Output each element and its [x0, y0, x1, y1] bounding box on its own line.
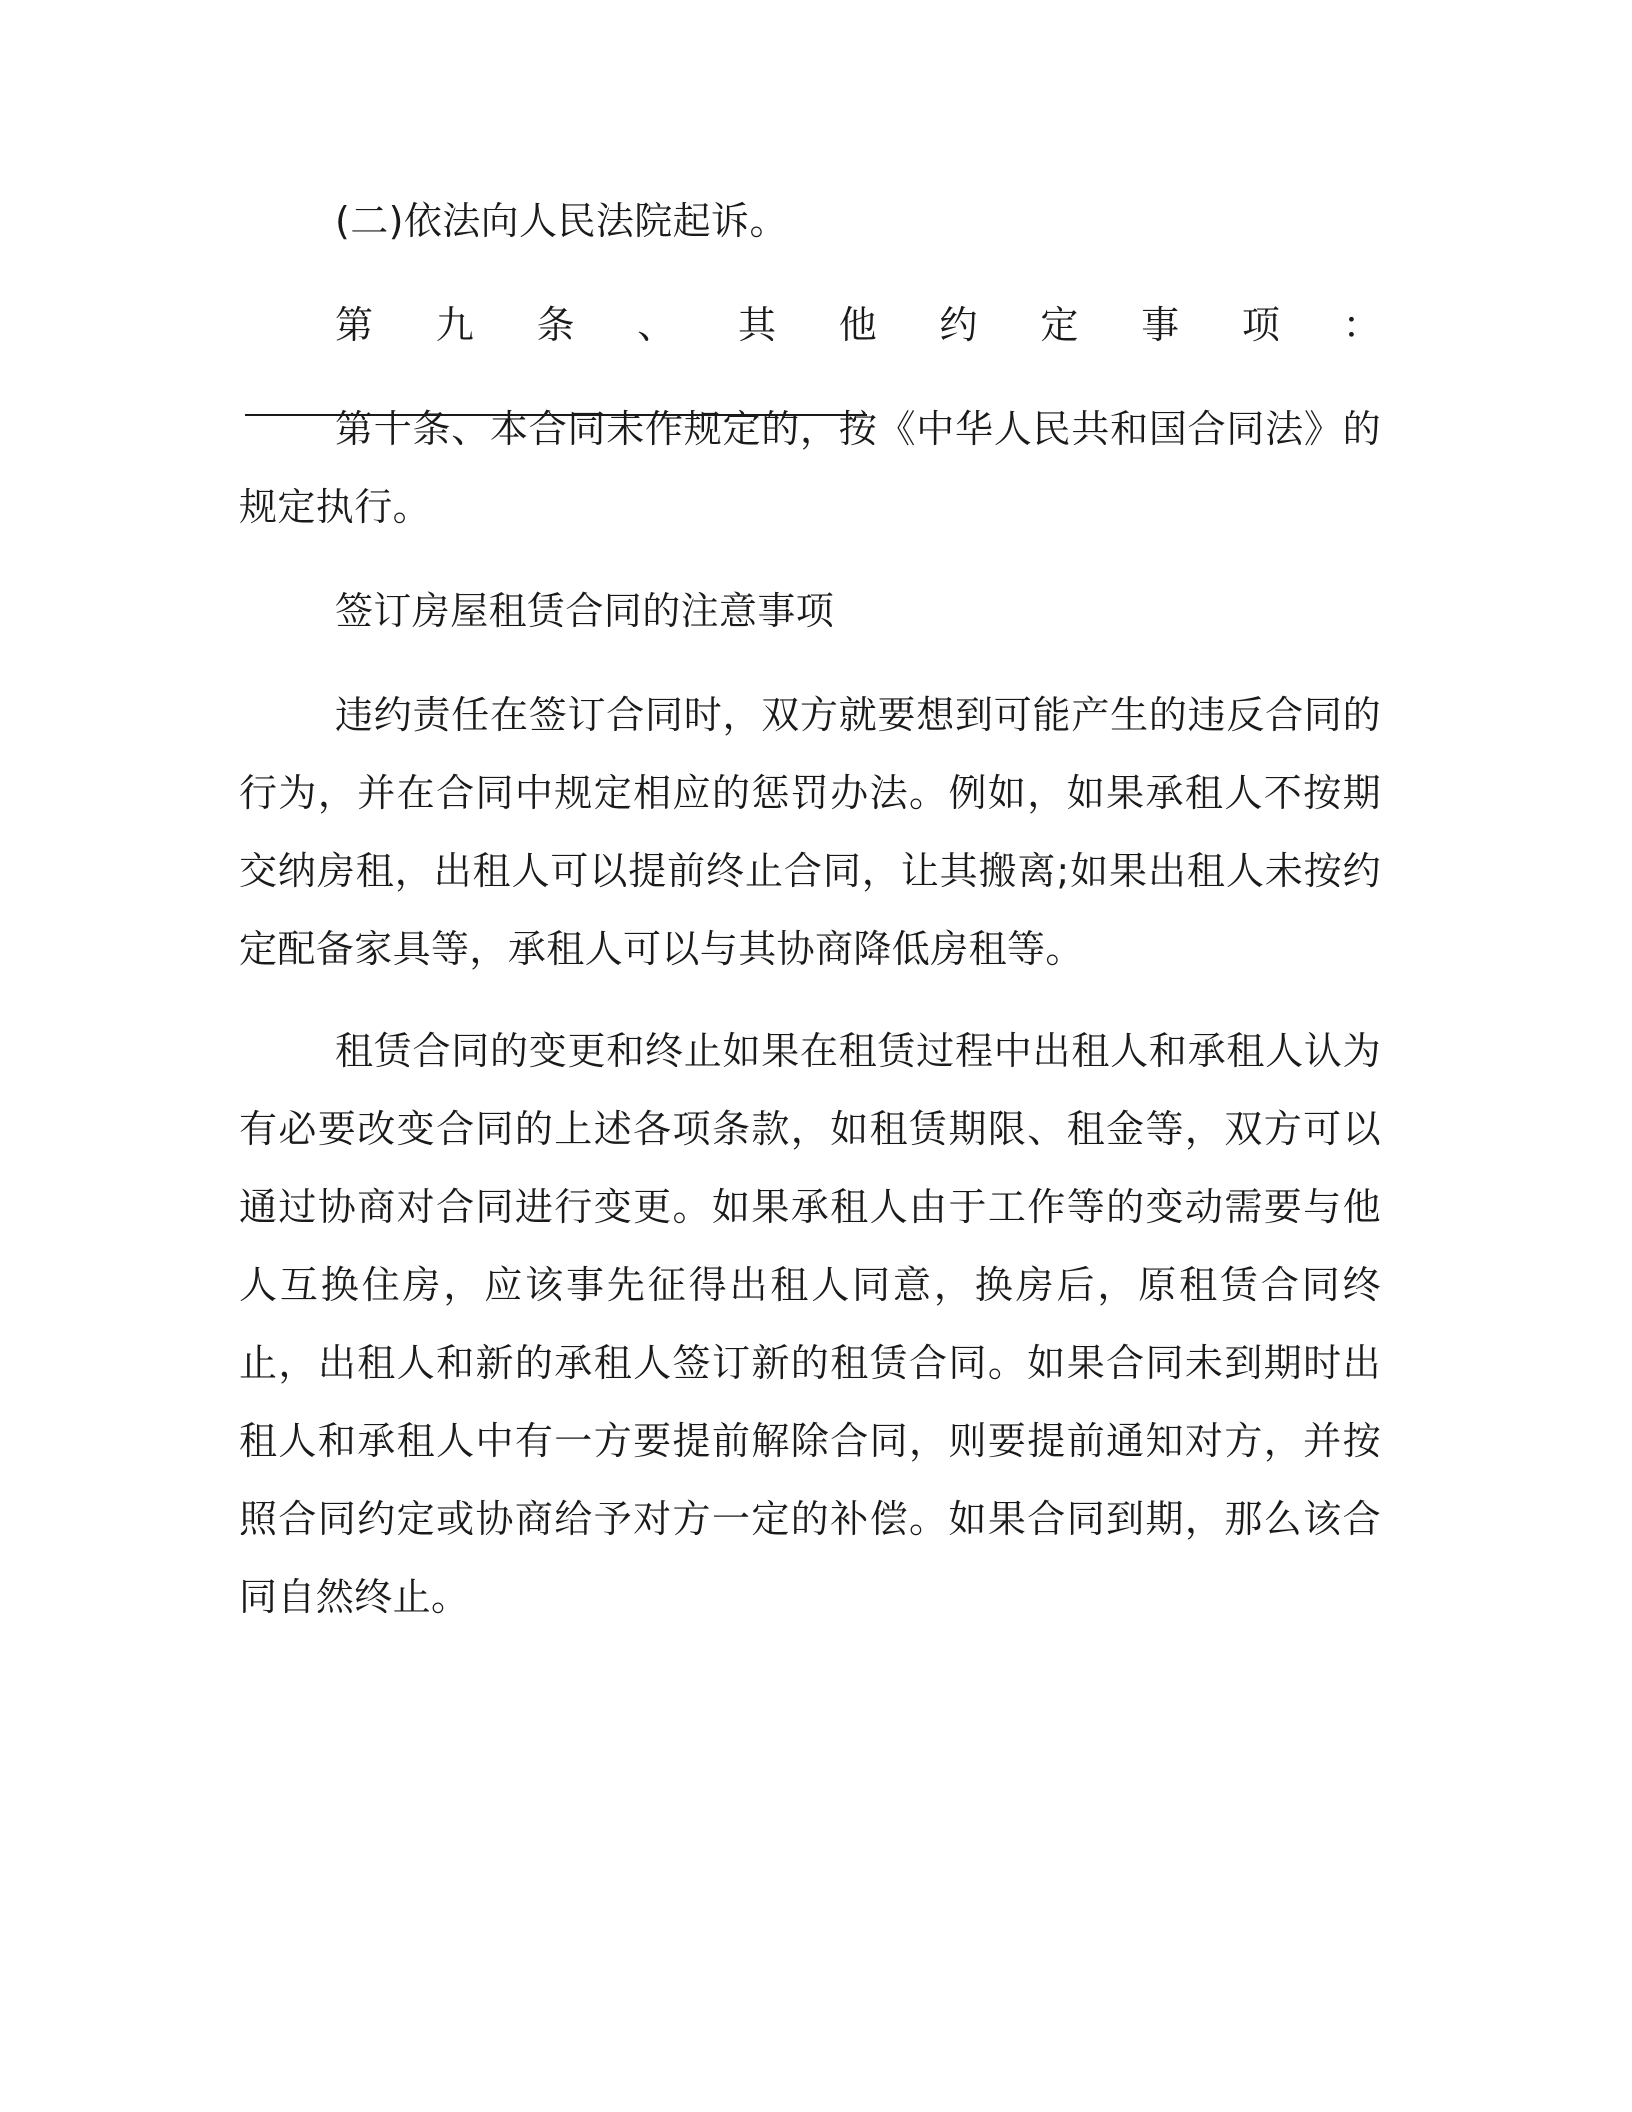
section-heading — [239, 572, 1381, 650]
paragraph-article-ten — [239, 390, 1381, 546]
paragraph-breach-liability — [239, 676, 1381, 988]
paragraph-text: (二)依法向人民法院起诉。 — [335, 199, 788, 243]
paragraph-text: 违约责任在签订合同时，双方就要想到可能产生的违反合同的行为，并在合同中规定相应的惩罚办法。例如，如果承租人不按期交纳房租，出租人可以提前终止合同，让其搬离;如果出租人未按约定配备家具等，承租人可以与其协商降低房租等。 — [239, 693, 1381, 971]
paragraph-lawsuit-clause — [239, 182, 1381, 260]
paragraph-text: 第九条、其他约定事项： — [335, 303, 1381, 347]
paragraph-change-termination — [239, 1012, 1381, 1636]
paragraph-text: 租赁合同的变更和终止如果在租赁过程中出租人和承租人认为有必要改变合同的上述各项条款，如租赁期限、租金等，双方可以通过协商对合同进行变更。如果承租人由于工作等的变动需要与他人互换住房，应该事先征得出租人同意，换房后，原租赁合同终止，出租人和新的承租人签订新的租赁合同。如果合同未到期时出租人和承租人中有一方要提前解除合同，则要提前通知对方，并按照合同约定或协商给予对方一定的补偿。如果合同到期，那么该合同自然终止。 — [239, 1029, 1381, 1619]
paragraph-text: 第十条、本合同未作规定的，按《中华人民共和国合同法》的规定执行。 — [239, 407, 1381, 529]
heading-text: 签订房屋租赁合同的注意事项 — [335, 589, 835, 633]
